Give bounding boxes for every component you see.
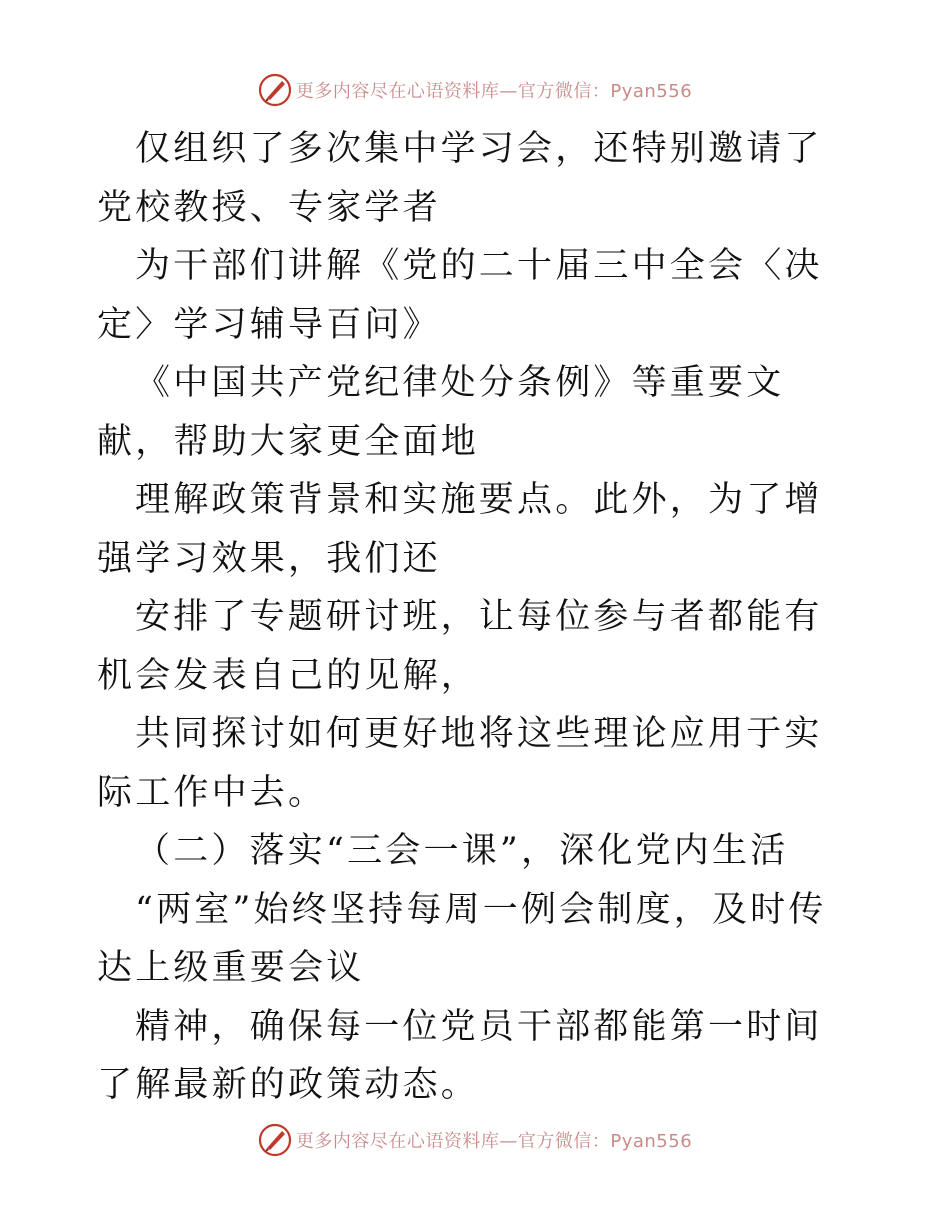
paragraph: 精神，确保每一位党员干部都能第一时间了解最新的政策动态。 [97, 1006, 823, 1105]
quill-pen-logo-icon [258, 1123, 292, 1157]
section-heading: （二）落实“三会一课”，深化党内生活 [135, 831, 789, 871]
paragraph: 共同探讨如何更好地将这些理论应用于实际工作中去。 [97, 714, 823, 813]
paragraph: 理解政策背景和实施要点。此外，为了增强学习效果，我们还 [97, 480, 823, 579]
paragraph: 安排了专题研讨班，让每位参与者都能有机会发表自己的见解， [97, 597, 823, 696]
paragraph: 为干部们讲解《党的二十届三中全会〈决定〉学习辅导百问》 [97, 246, 823, 345]
watermark-text: 更多内容尽在心语资料库—官方微信：Pyan556 [295, 1131, 693, 1152]
paragraph: 《中国共产党纪律处分条例》等重要文献，帮助大家更全面地 [97, 363, 785, 462]
paragraph: “两室”始终坚持每周一例会制度，及时传达上级重要会议 [97, 889, 827, 988]
footer-watermark [0, 1120, 950, 1160]
paragraph: 仅组织了多次集中学习会，还特别邀请了党校教授、专家学者 [97, 129, 823, 228]
watermark-text: 更多内容尽在心语资料库—官方微信：Pyan556 [295, 81, 693, 102]
quill-pen-logo-icon [258, 73, 292, 107]
header-watermark [0, 70, 950, 110]
document-body [97, 120, 857, 1115]
